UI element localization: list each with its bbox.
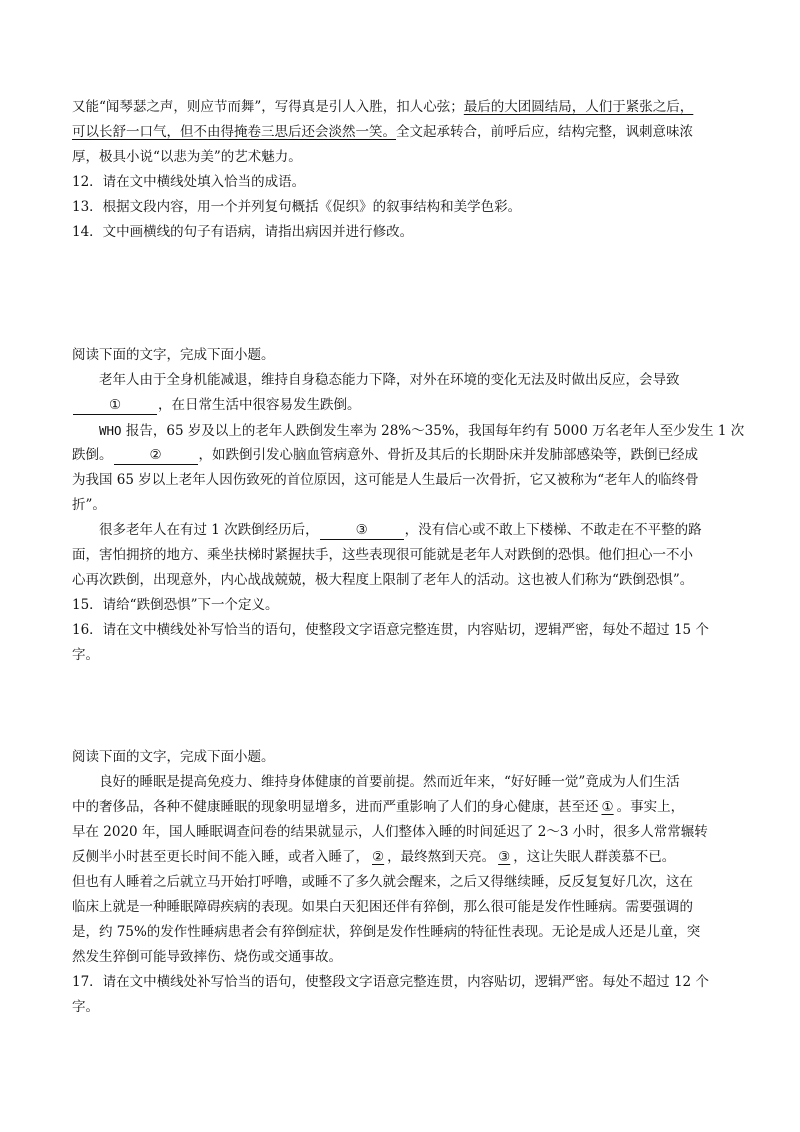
body-text: 又能“闻琴瑟之声，则应节而舞”，写得真是引人入胜，扣人心弦； (72, 99, 464, 115)
body-text: ，没有信心或不敢上下楼梯、不敢走在不平整的路 (404, 522, 702, 538)
body-text: ，这让失眠人群羡慕不已。 (513, 849, 676, 865)
paragraph-line (72, 443, 732, 468)
answer-blank-2[interactable]: ② (114, 446, 198, 465)
paragraph-line: 心再次跌倒，出现意外，内心战战兢兢，极大程度上限制了老年人的活动。这也被人们称为“跌倒恐惧”。 (72, 572, 694, 588)
paragraph-line (72, 418, 745, 443)
underlined-sentence: 最后的大团圆结局，人们于紧张之后， (463, 99, 694, 115)
paragraph-line: 但也有人睡着之后就立马开始打呼噜，或睡不了多久就会醒来，之后又得继续睡，反反复复好几次，这在 (72, 874, 693, 890)
question-12: 12．请在文中横线处填入恰当的成语。 (72, 174, 306, 190)
body-text: 报告，65 岁及以上的老年人跌倒发生率为 28%～35%，我国每年约有 5000 万名老年人至少发生 1 次 (121, 423, 745, 439)
underlined-sentence: 可以长舒一口气，但不由得掩卷三思后还会淡然一笑。 (72, 124, 396, 140)
paragraph-line (72, 120, 732, 145)
paragraph-line: 厚，极具小说“以悲为美”的艺术魅力。 (72, 149, 302, 165)
question-16: 16．请在文中横线处补写恰当的语句，使整段文字语意完整连贯，内容贴切，逻辑严密，每处不超过 15 个 (72, 622, 709, 638)
answer-blank-3[interactable]: ③ (320, 521, 404, 540)
who-abbreviation: WHO (99, 423, 122, 438)
question-13: 13．根据文段内容，用一个并列复句概括《促织》的叙事结构和美学色彩。 (72, 199, 522, 215)
answer-blank-1[interactable]: ① (73, 396, 157, 415)
paragraph-line: 早在 2020 年，国人睡眠调查问卷的结果就显示，人们整体入睡的时间延迟了 2～3 小时，很多人常常辗转 (72, 824, 708, 840)
body-text: ，最终熬到天亮。 (387, 849, 496, 865)
paragraph-line (72, 393, 732, 418)
body-text: 跌倒。 (72, 447, 113, 463)
paragraph-line (72, 795, 732, 820)
question-15: 15．请给“跌倒恐惧”下一个定义。 (72, 597, 279, 613)
section-cuzhi-tail (72, 95, 732, 245)
paragraph-line (72, 95, 732, 120)
question-17-continued: 字。 (72, 999, 99, 1015)
paragraph-line: 是，约 75%的发作性睡病患者会有猝倒症状，猝倒是发作性睡病的特征性表现。无论是成人还是儿童，突 (72, 924, 701, 940)
body-text: 全文起承转合，前呼后应，结构完整，讽刺意味浓 (396, 124, 693, 140)
paragraph-line: 老年人由于全身机能减退，维持自身稳态能力下降，对外在环境的变化无法及时做出反应，会导致 (99, 372, 680, 388)
paragraph-line: 然发生猝倒可能导致摔伤、烧伤或交通事故。 (72, 949, 342, 965)
body-text: 反侧半小时甚至更长时间不能入睡，或者入睡了， (72, 849, 369, 865)
paragraph-line (72, 518, 732, 543)
body-text: 很多老年人在有过 1 次跌倒经历后， (99, 522, 319, 538)
answer-blank-2[interactable]: ② (372, 849, 385, 865)
paragraph-line (72, 845, 732, 870)
reading-instruction: 阅读下面的文字，完成下面小题。 (72, 347, 275, 363)
question-14: 14．文中画横线的句子有语病，请指出病因并进行修改。 (72, 224, 414, 240)
paragraph-line: 折”。 (72, 497, 106, 513)
section-fall-fear (72, 343, 745, 668)
reading-instruction: 阅读下面的文字，完成下面小题。 (72, 749, 275, 765)
section-sleep (72, 745, 732, 1020)
paragraph-line: 临床上就是一种睡眠障碍疾病的表现。如果白天犯困还伴有猝倒，那么很可能是发作性睡病。需要强调的 (72, 899, 693, 915)
body-text: ，在日常生活中很容易发生跌倒。 (158, 397, 361, 413)
paragraph-line: 良好的睡眠是提高免疫力、维持身体健康的首要前提。然而近年来，“好好睡一觉”竟成为人们生活 (99, 774, 680, 790)
body-text: 中的奢侈品，各种不健康睡眠的现象明显增多，进而严重影响了人们的身心健康，甚至还 (72, 799, 599, 815)
body-text: 。事实上， (616, 799, 685, 815)
answer-blank-1[interactable]: ① (601, 799, 614, 815)
paragraph-line: 面，害怕拥挤的地方、乘坐扶梯时紧握扶手，这些表现很可能就是老年人对跌倒的恐惧。他们担心一不小 (72, 547, 693, 563)
question-16-continued: 字。 (72, 647, 99, 663)
paragraph-line: 为我国 65 岁以上老年人因伤致死的首位原因，这可能是人生最后一次骨折，它又被称为“老年人的临终骨 (72, 472, 699, 488)
question-17: 17．请在文中横线处补写恰当的语句，使整段文字语意完整连贯，内容贴切，逻辑严密。每处不超过 12 个 (72, 974, 709, 990)
answer-blank-3[interactable]: ③ (498, 849, 511, 865)
body-text: ，如跌倒引发心脑血管病意外、骨折及其后的长期卧床并发肺部感染等，跌倒已经成 (198, 447, 698, 463)
